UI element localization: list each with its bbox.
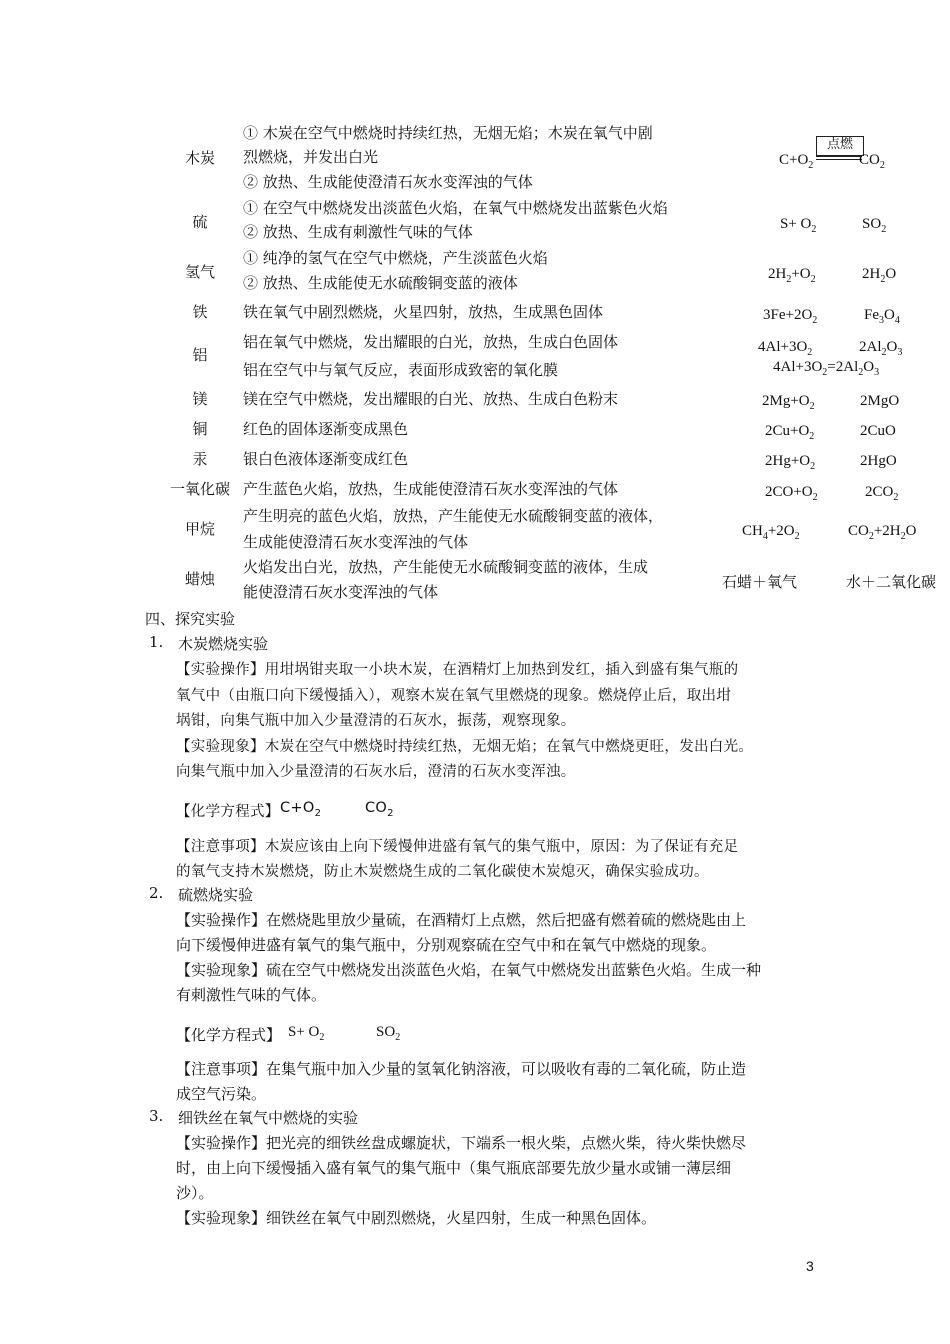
row-desc-line: 产生蓝色火焰，放热，生成能使澄清石灰水变浑浊的气体 bbox=[243, 480, 619, 498]
experiment-operation-line: 【实验操作】把光亮的细铁丝盘成螺旋状，下端系一根火柴，点燃火柴，待火柴快燃尽 bbox=[176, 1134, 747, 1152]
equation-right: 2HgO bbox=[860, 453, 897, 469]
experiment-title: 细铁丝在氧气中燃烧的实验 bbox=[178, 1109, 359, 1127]
row-desc-line: 烈燃烧，并发出白光 bbox=[243, 148, 379, 166]
equation-left: $C+O_2$ bbox=[280, 800, 322, 819]
section-heading: 四、探究实验 bbox=[145, 610, 236, 628]
row-desc-line: 能使澄清石灰水变浑浊的气体 bbox=[243, 583, 439, 601]
row-name-sulfur: 硫 bbox=[192, 213, 208, 231]
row-desc-line: 镁在空气中燃烧，发出耀眼的白光、放热、生成白色粉末 bbox=[243, 390, 619, 408]
experiment-title: 硫燃烧实验 bbox=[178, 886, 254, 904]
row-desc-line: 火焰发出白光，放热，产生能使无水硫酸铜变蓝的液体，生成 bbox=[243, 558, 649, 576]
experiment-number: 2. bbox=[149, 884, 164, 902]
row-desc-line: ② 放热、生成有刺激性气味的气体 bbox=[243, 223, 473, 241]
row-desc-line: 铁在氧气中剧烈燃烧，火星四射，放热，生成黑色固体 bbox=[243, 303, 604, 321]
equation-right: $CO_2+2H_2O$ bbox=[848, 523, 917, 542]
row-name-charcoal: 木炭 bbox=[184, 149, 215, 167]
row-name-carbon-monoxide: 一氧化碳 bbox=[169, 480, 230, 498]
experiment-phenomenon-line: 【实验现象】细铁丝在氧气中剧烈燃烧，火星四射，生成一种黑色固体。 bbox=[176, 1209, 657, 1227]
equation-left: $2H_2+O_2$ bbox=[768, 266, 816, 285]
row-desc-line: ① 在空气中燃烧发出淡蓝色火焰，在氧气中燃烧发出蓝紫色火焰 bbox=[243, 199, 668, 217]
row-desc-line: 银白色液体逐渐变成红色 bbox=[243, 450, 409, 468]
row-desc-line: ② 放热、生成能使澄清石灰水变浑浊的气体 bbox=[243, 173, 533, 191]
equation-left: $C+O_2$ bbox=[779, 152, 814, 171]
experiment-operation-line: 向下缓慢伸进盛有氧气的集气瓶中，分别观察硫在空气中和在氧气中燃烧的现象。 bbox=[176, 936, 717, 954]
equation-left: $3Fe+2O_2$ bbox=[763, 307, 818, 326]
equation-left: $2Cu+O_2$ bbox=[765, 423, 815, 442]
row-desc-line: 铝在空气中与氧气反应，表面形成致密的氧化膜 bbox=[243, 361, 559, 379]
row-desc-line: 铝在氧气中燃烧，发出耀眼的白光，放热，生成白色固体 bbox=[243, 333, 619, 351]
equation-left: $2Mg+O_2$ bbox=[762, 393, 815, 412]
equation-right: 水＋二氧化碳 bbox=[846, 573, 937, 591]
experiment-note-line: 【注意事项】木炭应该由上向下缓慢伸进盛有氧气的集气瓶中，原因：为了保证有充足 bbox=[176, 839, 739, 855]
equation-left: 石蜡＋氧气 bbox=[722, 573, 798, 591]
equation-left: $S+ O_2$ bbox=[288, 1024, 325, 1043]
equation-right: $2CO_2$ bbox=[865, 484, 899, 503]
row-desc-line: 生成能使澄清石灰水变浑浊的气体 bbox=[243, 533, 469, 551]
equation-right: $Fe_3O_4$ bbox=[864, 307, 900, 326]
equation-left: $S+ O_2$ bbox=[780, 216, 817, 235]
page-number: 3 bbox=[806, 1258, 814, 1274]
equation-left: $CH_4+2O_2$ bbox=[742, 523, 800, 542]
row-name-magnesium: 镁 bbox=[192, 390, 208, 408]
equation-label: 【化学方程式】 bbox=[176, 1026, 282, 1044]
row-name-copper: 铜 bbox=[192, 420, 208, 438]
experiment-phenomenon-line: 有刺激性气味的气体。 bbox=[176, 986, 327, 1004]
equation-right: $CO_2$ bbox=[365, 800, 394, 819]
row-name-aluminum: 铝 bbox=[192, 346, 208, 364]
experiment-operation-line: 沙）。 bbox=[176, 1184, 214, 1202]
equation-right: 2CuO bbox=[860, 423, 896, 439]
equation-extra: $4Al+3O_2=2Al_2O_3$ bbox=[773, 359, 880, 378]
equation-label: 【化学方程式】 bbox=[176, 804, 280, 820]
experiment-note-line: 【注意事项】在集气瓶中加入少量的氢氧化钠溶液，可以吸收有毒的二氧化硫，防止造 bbox=[176, 1060, 747, 1078]
equation-right: $SO_2$ bbox=[862, 216, 887, 235]
equation-right: $2H_2O$ bbox=[862, 266, 897, 285]
equation-left: $2CO+O_2$ bbox=[765, 484, 818, 503]
experiment-operation-line: 【实验操作】用坩埚钳夹取一小块木炭，在酒精灯上加热到发红，插入到盛有集气瓶的 bbox=[176, 662, 739, 678]
equation-right: $CO_2$ bbox=[859, 152, 885, 171]
row-name-mercury: 汞 bbox=[192, 450, 208, 468]
experiment-phenomenon-line: 【实验现象】木炭在空气中燃烧时持续红热，无烟无焰；在氧气中燃烧更旺，发出白光。 bbox=[176, 739, 754, 755]
experiment-operation-line: 时，由上向下缓慢插入盛有氧气的集气瓶中（集气瓶底部要先放少量水或铺一薄层细 bbox=[176, 1159, 732, 1177]
experiment-operation-line: 氧气中（由瓶口向下缓慢插入），观察木炭在氧气里燃烧的现象。燃烧停止后，取出坩 bbox=[176, 688, 732, 704]
row-desc-line: 产生明亮的蓝色火焰，放热，产生能使无水硫酸铜变蓝的液体， bbox=[243, 507, 664, 525]
experiment-number: 3. bbox=[149, 1107, 164, 1125]
row-name-hydrogen: 氢气 bbox=[184, 263, 215, 281]
equation-right: $SO_2$ bbox=[376, 1024, 401, 1043]
equation-left: $2Hg+O_2$ bbox=[765, 453, 816, 472]
row-desc-line: ① 木炭在空气中燃烧时持续红热，无烟无焰；木炭在氧气中剧 bbox=[243, 124, 653, 142]
row-desc-line: ② 放热、生成能使无水硫酸铜变蓝的液体 bbox=[243, 274, 518, 292]
equation-right: 2MgO bbox=[860, 393, 900, 409]
experiment-number: 1. bbox=[149, 633, 164, 651]
row-name-candle: 蜡烛 bbox=[184, 570, 215, 588]
experiment-note-line: 成空气污染。 bbox=[176, 1085, 267, 1103]
row-name-methane: 甲烷 bbox=[184, 520, 215, 538]
equation-right: $2Al_2O_3$ bbox=[859, 339, 903, 358]
experiment-note-line: 的氧气支持木炭燃烧，防止木炭燃烧生成的二氧化碳使木炭熄灭，确保实验成功。 bbox=[176, 864, 709, 880]
experiment-phenomenon-line: 向集气瓶中加入少量澄清的石灰水后，澄清的石灰水变浑浊。 bbox=[176, 764, 576, 780]
equation-left: $4Al+3O_2$ bbox=[758, 339, 813, 358]
experiment-operation-line: 埚钳，向集气瓶中加入少量澄清的石灰水，振荡，观察现象。 bbox=[176, 713, 576, 729]
experiment-operation-line: 【实验操作】在燃烧匙里放少量硫，在酒精灯上点燃，然后把盛有燃着硫的燃烧匙由上 bbox=[176, 911, 747, 929]
ignition-condition-box: 点燃 bbox=[816, 136, 864, 156]
row-desc-line: ① 纯净的氢气在空气中燃烧，产生淡蓝色火焰 bbox=[243, 249, 548, 267]
experiment-title: 木炭燃烧实验 bbox=[178, 635, 269, 653]
reaction-arrow-line bbox=[816, 156, 862, 157]
experiment-phenomenon-line: 【实验现象】硫在空气中燃烧发出淡蓝色火焰，在氧气中燃烧发出蓝紫色火焰。生成一种 bbox=[176, 961, 762, 979]
row-name-iron: 铁 bbox=[192, 303, 208, 321]
reaction-arrow-line bbox=[816, 159, 862, 160]
row-desc-line: 红色的固体逐渐变成黑色 bbox=[243, 420, 409, 438]
